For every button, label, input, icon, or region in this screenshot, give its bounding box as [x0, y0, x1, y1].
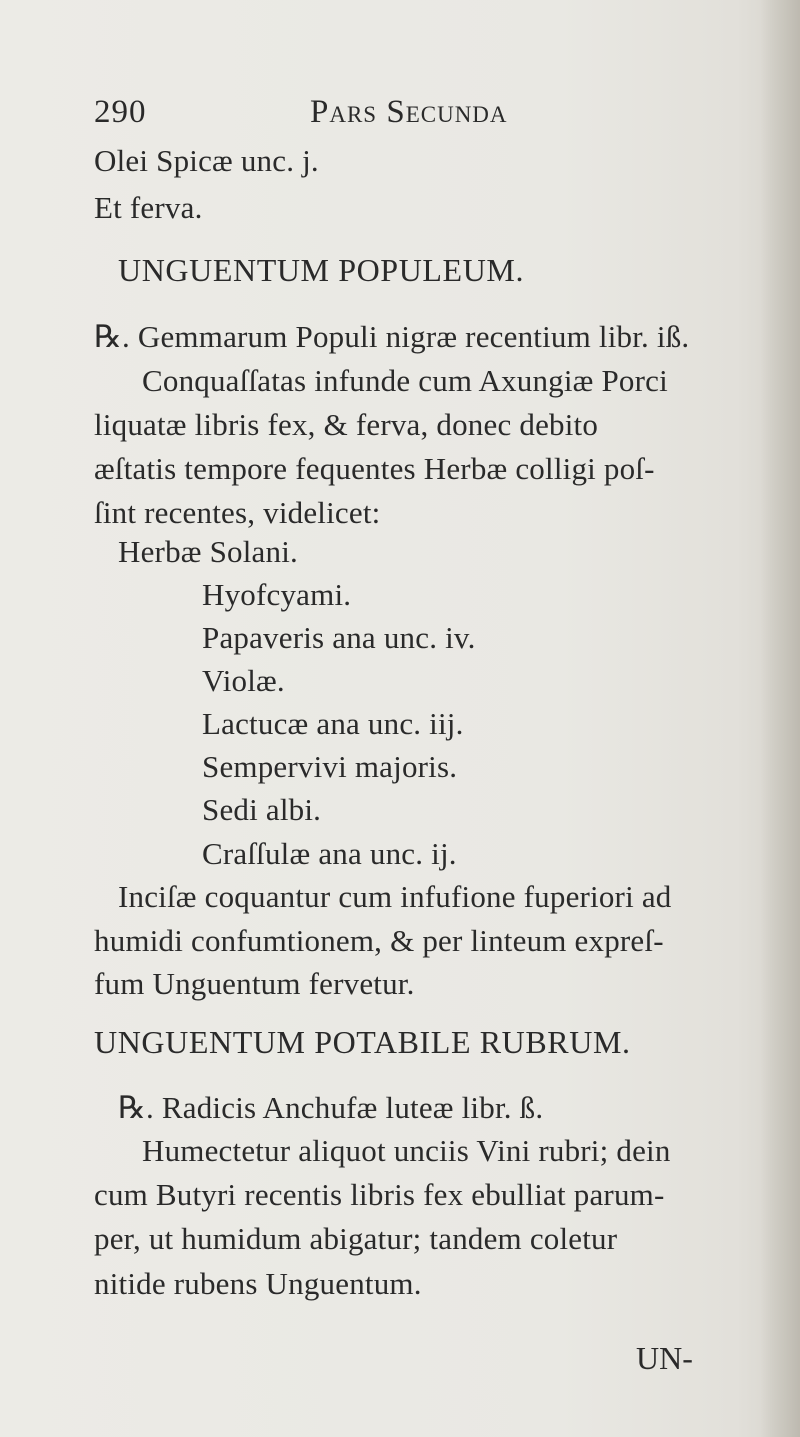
page-number: 290	[94, 94, 147, 130]
text-line: Et ferva.	[94, 190, 203, 225]
page-edge-shadow	[760, 0, 800, 1437]
text-line: per, ut humidum abigatur; tandem coletur	[94, 1221, 618, 1256]
text-line: fum Unguentum fervetur.	[94, 966, 415, 1001]
catchword: UN-	[636, 1340, 693, 1376]
text-line: Conquaſſatas infunde cum Axungiæ Porci	[142, 363, 668, 398]
text-line: nitide rubens Unguentum.	[94, 1266, 422, 1301]
text-line: Violæ.	[202, 663, 285, 698]
text-line: ℞. Radicis Anchufæ luteæ libr. ß.	[118, 1090, 544, 1125]
text-line: æſtatis tempore fequentes Herbæ colligi poſ-	[94, 451, 655, 486]
text-line: humidi confumtionem, & per linteum expreſ-	[94, 923, 664, 958]
text-line: Lactucæ ana unc. iij.	[202, 706, 464, 741]
text-line: cum Butyri recentis libris fex ebulliat parum-	[94, 1177, 665, 1212]
running-title: Pars Secunda	[310, 94, 508, 130]
text-line: Craſſulæ ana unc. ij.	[202, 836, 457, 871]
text-line: Inciſæ coquantur cum infufione fuperiori ad	[118, 879, 672, 914]
section-heading: UNGUENTUM POPULEUM.	[118, 252, 525, 288]
text-line: Hyofcyami.	[202, 577, 352, 612]
text-line: Sempervivi majoris.	[202, 749, 458, 784]
text-line: ℞. Gemmarum Populi nigræ recentium libr. iß.	[94, 319, 690, 354]
text-line: Sedi albi.	[202, 792, 322, 827]
text-line: Papaveris ana unc. iv.	[202, 620, 476, 655]
text-line: liquatæ libris fex, & ferva, donec debito	[94, 407, 599, 442]
text-line: Olei Spicæ unc. j.	[94, 143, 319, 178]
text-line: ſint recentes, videlicet:	[94, 495, 381, 530]
text-line: Humectetur aliquot unciis Vini rubri; dein	[142, 1133, 671, 1168]
text-line: Herbæ Solani.	[118, 534, 298, 569]
section-heading: UNGUENTUM POTABILE RUBRUM.	[94, 1024, 631, 1060]
